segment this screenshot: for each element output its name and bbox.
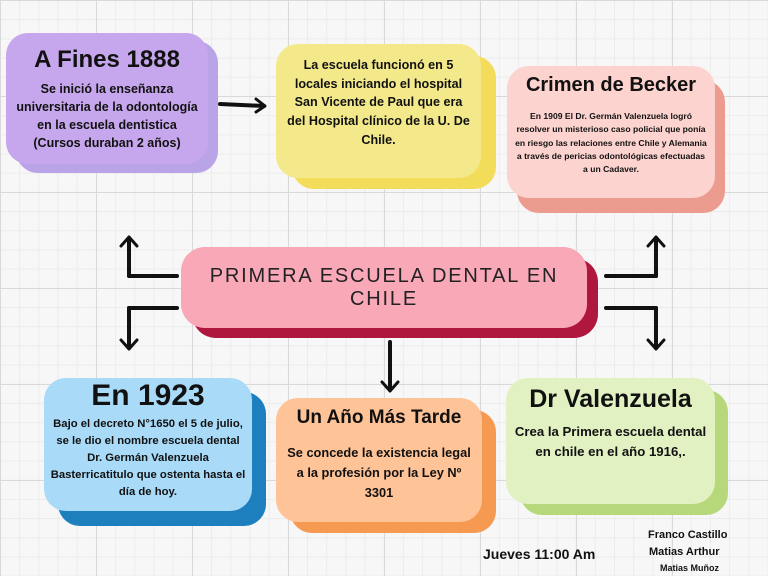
box-a-fines-1888 — [6, 33, 218, 173]
author-name: Franco Castillo — [648, 529, 728, 541]
box-title: Un Año Más Tarde — [296, 407, 462, 428]
box-body: La escuela funcionó en 5 locales iniciando el hospital San Vicente de Paul que era del Hospital clínico de la U. De Chile. — [287, 58, 470, 147]
box-un-ano-mas-tarde — [276, 398, 496, 533]
box-face — [44, 378, 252, 511]
box-locales — [276, 44, 496, 189]
schedule-label: Jueves 11:00 Am — [483, 546, 596, 562]
arrow-down-icon — [378, 340, 402, 396]
box-title: En 1923 — [91, 379, 205, 412]
central-topic-title: PRIMERA ESCUELA DENTAL EN CHILE — [209, 264, 559, 310]
arrow-up-right-icon — [602, 232, 668, 282]
box-face — [276, 398, 482, 522]
author-name: Matias Muñoz — [660, 563, 720, 573]
box-face — [276, 44, 481, 178]
box-body: Bajo el decreto N°1650 el 5 de julio, se le dio el nombre escuela dental Dr. Germán Valenzuela Basterricatitulo que ostenta hasta el día de hoy. — [50, 418, 246, 498]
box-title: A Fines 1888 — [34, 46, 180, 73]
box-title: Dr Valenzuela — [529, 385, 692, 413]
arrow-down-left-icon — [117, 300, 183, 358]
box-crimen-becker — [507, 66, 725, 213]
central-topic — [181, 247, 598, 338]
box-title: Crimen de Becker — [525, 74, 697, 96]
box-dr-valenzuela — [506, 378, 728, 515]
box-en-1923 — [44, 378, 266, 526]
arrow-down-right-icon — [602, 300, 668, 358]
arrow-right-icon — [218, 95, 270, 115]
arrow-up-left-icon — [117, 232, 183, 282]
author-name: Matias Arthur — [649, 546, 720, 558]
box-body: Se inició la enseñanza universitaria de la odontología en la escuela dentistica (Cursos duraban 2 años) — [16, 82, 198, 150]
box-face — [507, 66, 715, 198]
box-body: Crea la Primera escuela dental en chile en el año 1916,. — [514, 423, 707, 459]
box-face — [6, 33, 208, 164]
box-face — [506, 378, 715, 504]
central-topic-face — [181, 247, 587, 328]
box-body: Se concede la existencia legal a la profesión por la Ley Nº 3301 — [287, 444, 471, 500]
box-body: En 1909 El Dr. Germán Valenzuela logró resolver un misterioso caso policial que ponía en riesgo las relaciones entre Chile y Alemania a través de pericias odontológicas efectuadas a un Cadaver. — [515, 111, 707, 175]
